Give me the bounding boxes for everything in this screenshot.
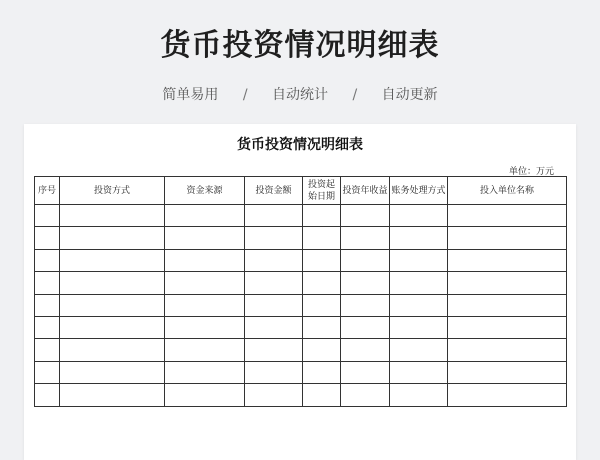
table-cell[interactable] xyxy=(165,316,245,338)
table-cell[interactable] xyxy=(341,361,390,383)
table-cell[interactable] xyxy=(341,339,390,361)
table-cell[interactable] xyxy=(341,205,390,227)
col-header-annual-return: 投资年收益 xyxy=(341,177,390,205)
feature-tags xyxy=(0,84,600,104)
table-cell[interactable] xyxy=(165,361,245,383)
table-cell[interactable] xyxy=(448,361,567,383)
detail-table xyxy=(34,176,567,407)
table-cell[interactable] xyxy=(60,272,165,294)
table-cell[interactable] xyxy=(35,384,60,406)
table-cell[interactable] xyxy=(60,227,165,249)
table-cell[interactable] xyxy=(165,384,245,406)
tag-easy: 简单易用 xyxy=(162,87,219,103)
table-cell[interactable] xyxy=(245,361,303,383)
col-header-unit-name: 投入单位名称 xyxy=(448,177,567,205)
table-cell[interactable] xyxy=(390,272,448,294)
table-cell[interactable] xyxy=(35,272,60,294)
col-header-source: 资金来源 xyxy=(165,177,245,205)
table-cell[interactable] xyxy=(35,249,60,271)
table-cell[interactable] xyxy=(60,316,165,338)
table-cell[interactable] xyxy=(303,249,341,271)
table-cell[interactable] xyxy=(245,272,303,294)
table-cell[interactable] xyxy=(303,205,341,227)
table-row xyxy=(35,249,567,271)
table-cell[interactable] xyxy=(245,294,303,316)
table-cell[interactable] xyxy=(60,339,165,361)
table-cell[interactable] xyxy=(448,205,567,227)
table-cell[interactable] xyxy=(35,361,60,383)
tag-separator: / xyxy=(352,87,358,103)
table-row xyxy=(35,361,567,383)
table-cell[interactable] xyxy=(35,227,60,249)
table-header-row xyxy=(35,177,567,205)
table-row xyxy=(35,339,567,361)
table-cell[interactable] xyxy=(165,227,245,249)
table-cell[interactable] xyxy=(245,384,303,406)
table-cell[interactable] xyxy=(245,316,303,338)
sheet-title: 货币投资情况明细表 xyxy=(237,137,363,153)
table-cell[interactable] xyxy=(341,316,390,338)
table-cell[interactable] xyxy=(245,339,303,361)
tag-separator: / xyxy=(242,87,248,103)
table-cell[interactable] xyxy=(303,361,341,383)
table-cell[interactable] xyxy=(390,227,448,249)
table-cell[interactable] xyxy=(35,294,60,316)
table-cell[interactable] xyxy=(165,249,245,271)
table-cell[interactable] xyxy=(303,272,341,294)
table-cell[interactable] xyxy=(60,294,165,316)
table-cell[interactable] xyxy=(245,227,303,249)
table-cell[interactable] xyxy=(390,249,448,271)
table-cell[interactable] xyxy=(390,361,448,383)
table-cell[interactable] xyxy=(341,249,390,271)
table-cell[interactable] xyxy=(165,272,245,294)
table-cell[interactable] xyxy=(448,384,567,406)
table-cell[interactable] xyxy=(60,205,165,227)
table-row xyxy=(35,272,567,294)
table-cell[interactable] xyxy=(245,205,303,227)
table-cell[interactable] xyxy=(35,339,60,361)
table-cell[interactable] xyxy=(341,384,390,406)
table-row xyxy=(35,384,567,406)
col-header-start-date: 投资起始日期 xyxy=(303,177,341,205)
table-cell[interactable] xyxy=(341,294,390,316)
table-cell[interactable] xyxy=(303,227,341,249)
table-cell[interactable] xyxy=(165,205,245,227)
table-cell[interactable] xyxy=(35,316,60,338)
table-cell[interactable] xyxy=(390,294,448,316)
table-cell[interactable] xyxy=(341,227,390,249)
table-cell[interactable] xyxy=(60,249,165,271)
table-cell[interactable] xyxy=(303,294,341,316)
table-cell[interactable] xyxy=(303,339,341,361)
page-title: 货币投资情况明细表 xyxy=(160,28,440,63)
tag-auto-update: 自动更新 xyxy=(381,87,438,103)
col-header-method: 投资方式 xyxy=(60,177,165,205)
table-cell[interactable] xyxy=(165,339,245,361)
table-cell[interactable] xyxy=(341,272,390,294)
table-cell[interactable] xyxy=(390,316,448,338)
table-row xyxy=(35,205,567,227)
table-cell[interactable] xyxy=(390,205,448,227)
table-cell[interactable] xyxy=(448,249,567,271)
col-header-accounting: 账务处理方式 xyxy=(390,177,448,205)
table-cell[interactable] xyxy=(448,227,567,249)
table-cell[interactable] xyxy=(60,384,165,406)
col-header-index: 序号 xyxy=(35,177,60,205)
table-cell[interactable] xyxy=(60,361,165,383)
tag-auto-stat: 自动统计 xyxy=(272,87,328,103)
table-cell[interactable] xyxy=(390,339,448,361)
table-cell[interactable] xyxy=(303,384,341,406)
table-cell[interactable] xyxy=(390,384,448,406)
table-cell[interactable] xyxy=(448,316,567,338)
table-cell[interactable] xyxy=(448,339,567,361)
table-cell[interactable] xyxy=(165,294,245,316)
table-row xyxy=(35,227,567,249)
spreadsheet-preview xyxy=(24,124,576,460)
table-row xyxy=(35,316,567,338)
col-header-amount: 投资金额 xyxy=(245,177,303,205)
table-cell[interactable] xyxy=(245,249,303,271)
table-cell[interactable] xyxy=(303,316,341,338)
table-row xyxy=(35,294,567,316)
table-cell[interactable] xyxy=(35,205,60,227)
table-cell[interactable] xyxy=(448,294,567,316)
unit-label: 单位：万元 xyxy=(508,167,554,177)
table-cell[interactable] xyxy=(448,272,567,294)
